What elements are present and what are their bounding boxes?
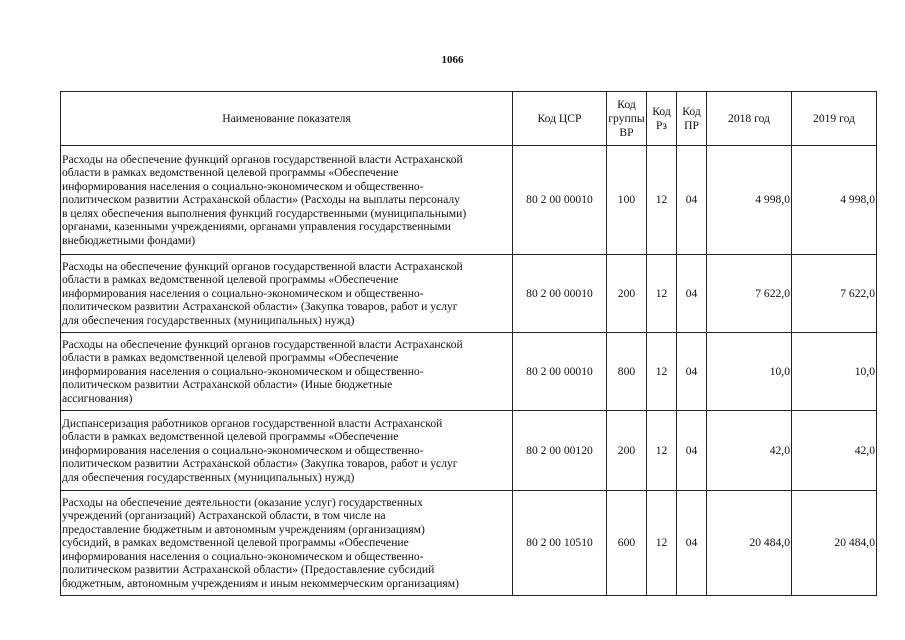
row-amount-2018: 4 998,0 bbox=[707, 146, 792, 255]
row-name-line: области в рамках ведомственной целевой программы «Обеспечение bbox=[62, 166, 399, 180]
row-amount-2018: 7 622,0 bbox=[707, 255, 792, 333]
header-name: Наименование показателя bbox=[61, 92, 513, 146]
row-name bbox=[61, 146, 513, 255]
row-name-line: Диспансеризация работников органов государственной власти Астраханской bbox=[62, 416, 443, 430]
row-name-line: для обеспечения государственных (муниципальных) нужд) bbox=[62, 313, 355, 327]
row-pr-code: 04 bbox=[677, 333, 707, 411]
row-name-line: политическом развитии Астраханской области» (Закупка товаров, работ и услуг bbox=[62, 300, 458, 314]
row-amount-2019: 42,0 bbox=[792, 411, 877, 491]
row-name bbox=[61, 333, 513, 411]
header-rz-line: Рз bbox=[655, 118, 668, 132]
row-name-line: политическом развитии Астраханской области» (Закупка товаров, работ и услуг bbox=[62, 457, 458, 471]
header-year-2019: 2019 год bbox=[792, 92, 877, 146]
table-header-row bbox=[61, 92, 877, 146]
row-name-line: в целях обеспечения выполнения функций государственными (муниципальными) bbox=[62, 206, 467, 220]
row-vr-code: 200 bbox=[607, 255, 647, 333]
row-name-line: политическом развитии Астраханской области» (Расходы на выплаты персоналу bbox=[62, 193, 460, 207]
row-vr-code: 600 bbox=[607, 491, 647, 596]
row-rz-code: 12 bbox=[647, 411, 677, 491]
row-csr-code: 80 2 00 00010 bbox=[513, 255, 607, 333]
row-name-line: информирования населения о социально-экономическом и общественно- bbox=[62, 443, 424, 457]
table-row bbox=[61, 255, 877, 333]
header-pr-line: Код bbox=[682, 104, 701, 118]
table-row bbox=[61, 146, 877, 255]
row-name-line: политическом развитии Астраханской области» (Иные бюджетные bbox=[62, 378, 393, 392]
row-pr-code: 04 bbox=[677, 491, 707, 596]
row-vr-code: 800 bbox=[607, 333, 647, 411]
row-pr-code: 04 bbox=[677, 146, 707, 255]
budget-table bbox=[60, 91, 877, 596]
row-name-line: учреждений (организаций) Астраханской области, в том числе на bbox=[62, 509, 386, 523]
row-csr-code: 80 2 00 00010 bbox=[513, 333, 607, 411]
row-amount-2018: 20 484,0 bbox=[707, 491, 792, 596]
row-amount-2019: 10,0 bbox=[792, 333, 877, 411]
header-pr-line: ПР bbox=[684, 118, 699, 132]
row-name-line: информирования населения о социально-экономическом и общественно- bbox=[62, 179, 424, 193]
row-rz-code: 12 bbox=[647, 146, 677, 255]
row-name bbox=[61, 491, 513, 596]
row-name-line: Расходы на обеспечение функций органов государственной власти Астраханской bbox=[62, 337, 463, 351]
row-name-line: информирования населения о социально-экономическом и общественно- bbox=[62, 549, 424, 563]
row-name-line: бюджетным, автономным учреждениям и иным некоммерческим организациям) bbox=[62, 576, 459, 590]
row-name-line: области в рамках ведомственной целевой программы «Обеспечение bbox=[62, 351, 399, 365]
row-rz-code: 12 bbox=[647, 333, 677, 411]
row-name-line: внебюджетными фондами) bbox=[62, 233, 196, 247]
row-name-line: органами, казенными учреждениями, органами управления государственными bbox=[62, 220, 451, 234]
row-name-line: области в рамках ведомственной целевой программы «Обеспечение bbox=[62, 273, 399, 287]
header-vr-line: Код bbox=[617, 97, 636, 111]
row-pr-code: 04 bbox=[677, 255, 707, 333]
header-rz-line: Код bbox=[652, 104, 671, 118]
header-rz-code bbox=[647, 92, 677, 146]
row-rz-code: 12 bbox=[647, 491, 677, 596]
row-amount-2018: 10,0 bbox=[707, 333, 792, 411]
header-vr-line: группы bbox=[608, 111, 645, 125]
row-name-line: Расходы на обеспечение функций органов государственной власти Астраханской bbox=[62, 259, 463, 273]
table-row bbox=[61, 491, 877, 596]
row-csr-code: 80 2 00 00010 bbox=[513, 146, 607, 255]
row-amount-2018: 42,0 bbox=[707, 411, 792, 491]
row-name-line: политическом развитии Астраханской области» (Предоставление субсидий bbox=[62, 563, 435, 577]
row-name-line: субсидий, в рамках ведомственной целевой программы «Обеспечение bbox=[62, 536, 409, 550]
page-number: 1066 bbox=[441, 54, 464, 66]
row-amount-2019: 7 622,0 bbox=[792, 255, 877, 333]
row-csr-code: 80 2 00 10510 bbox=[513, 491, 607, 596]
row-pr-code: 04 bbox=[677, 411, 707, 491]
row-name-line: области в рамках ведомственной целевой программы «Обеспечение bbox=[62, 430, 399, 444]
row-name-line: информирования населения о социально-экономическом и общественно- bbox=[62, 286, 424, 300]
row-vr-code: 200 bbox=[607, 411, 647, 491]
row-name-line: информирования населения о социально-экономическом и общественно- bbox=[62, 364, 424, 378]
row-vr-code: 100 bbox=[607, 146, 647, 255]
header-vr-code bbox=[607, 92, 647, 146]
row-amount-2019: 4 998,0 bbox=[792, 146, 877, 255]
header-year-2018: 2018 год bbox=[707, 92, 792, 146]
row-name-line: ассигнования) bbox=[62, 391, 133, 405]
header-pr-code bbox=[677, 92, 707, 146]
row-amount-2019: 20 484,0 bbox=[792, 491, 877, 596]
header-csr-code: Код ЦСР bbox=[513, 92, 607, 146]
table-row bbox=[61, 411, 877, 491]
row-name bbox=[61, 255, 513, 333]
table-row bbox=[61, 333, 877, 411]
row-name-line: предоставление бюджетным и автономным учреждениям (организациям) bbox=[62, 522, 425, 536]
row-name-line: для обеспечения государственных (муниципальных) нужд) bbox=[62, 470, 355, 484]
row-name bbox=[61, 411, 513, 491]
row-name-line: Расходы на обеспечение функций органов государственной власти Астраханской bbox=[62, 153, 463, 167]
row-name-line: Расходы на обеспечение деятельности (оказание услуг) государственных bbox=[62, 496, 423, 510]
row-csr-code: 80 2 00 00120 bbox=[513, 411, 607, 491]
header-vr-line: ВР bbox=[619, 125, 634, 139]
row-rz-code: 12 bbox=[647, 255, 677, 333]
